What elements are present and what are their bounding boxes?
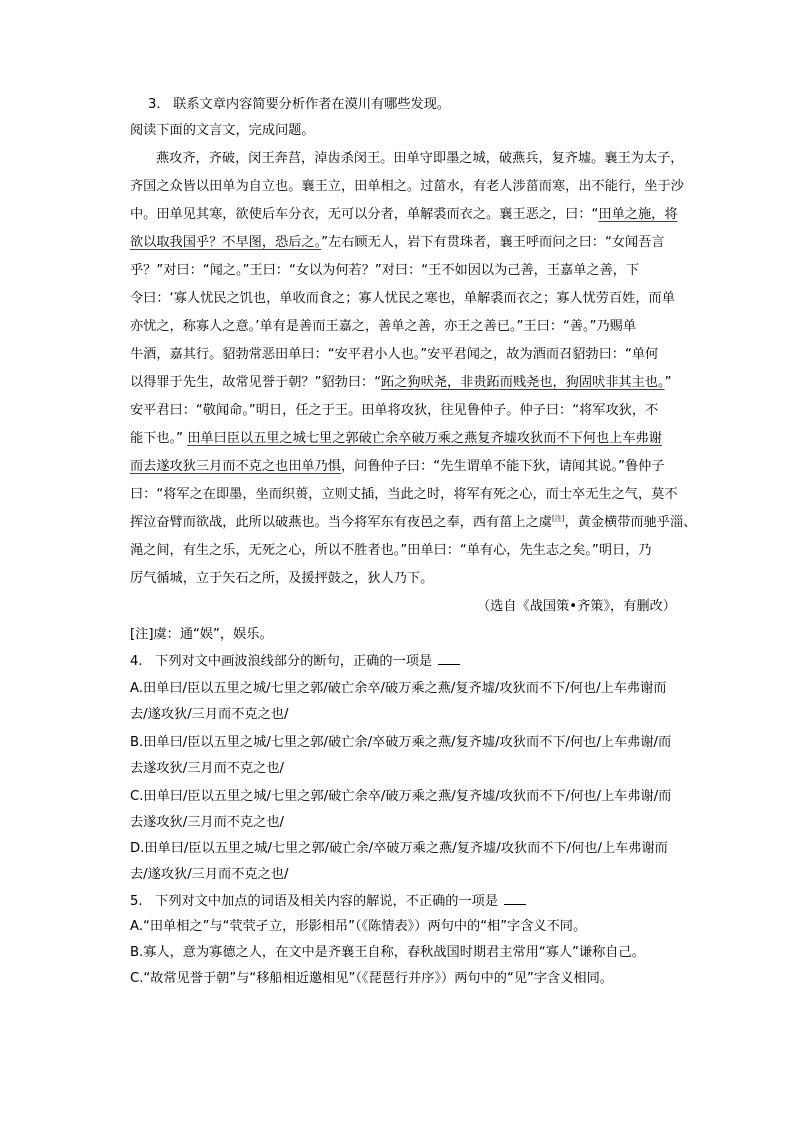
question-stem: 5. 下列对文中加点的词语及相关内容的解说，不正确的一项是	[130, 892, 526, 911]
source-citation: （选自《战国策•齐策》，有删改）	[477, 599, 676, 614]
note-marker: [注]	[552, 514, 565, 523]
passage-line: 令曰：‘寡人忧民之饥也，单收而食之；寡人忧民之寒也，单解裘而衣之；寡人忧劳百姓，而单	[130, 291, 675, 306]
option-b-cont: 去遂攻狄/三月而不克之也/	[130, 761, 284, 776]
footnote: [注]虞：通“娱”，娱乐。	[130, 627, 273, 642]
passage-line: 欲以取我国乎？不早图，恐后之。”左右顾无人，岩下有贯珠者，襄王呼而问之曰：“女闻吾言	[130, 235, 665, 250]
passage-line: 亦忧之，称寡人之意。’单有是善而王嘉之，善单之善，亦王之善已。”王曰：“善。”乃赐单	[130, 319, 637, 334]
passage-line: 乎？”对曰：“闻之。”王曰：“女以为何若？”对曰：“王不如因以为己善，王嘉单之善，下	[130, 263, 640, 278]
passage-line: 挥泣奋臂而欲战，此所以破燕也。当今将军东有夜邑之奉，西有菑上之虞[注]，黄金横带而驰乎淄、	[130, 514, 697, 530]
underlined-text: 欲以取我国乎？不早图，恐后之。	[130, 235, 322, 250]
option-c-cont: 去遂攻狄/三月而不克之也/	[130, 815, 284, 830]
underlined-text: 田单之施，将	[598, 207, 678, 222]
question-3	[148, 96, 450, 114]
question-text: 联系文章内容简要分析作者在漠川有哪些发现。	[173, 97, 451, 112]
option-b: B.田单曰/臣以五里之城/七里之郭/破亡余/卒破万乘之燕/复齐墟/攻狄而不下/何也/上车弗谢/而	[130, 735, 672, 750]
passage-line: 安平君曰：“敬闻命。”明日，任之于王。田单将攻狄，往见鲁仲子。仲子曰：“将军攻狄，不	[130, 403, 659, 418]
answer-blank[interactable]	[438, 652, 460, 665]
passage-line: 渑之间，有生之乐，无死之心，所以不胜者也。”田单曰：“单有心，先生志之矣。”明日，乃	[130, 543, 652, 558]
question-number: 4.	[130, 654, 143, 669]
passage-line: 曰：“将军之在即墨，坐而织蒉，立则丈插，当此之时，将军有死之心，而士卒无生之气，莫不	[130, 487, 678, 502]
question-number: 5.	[130, 894, 143, 909]
option-a: A.“田单相之”与“茕茕孑立，形影相吊”（《陈情表》）两句中的“相”字含义不同。	[130, 919, 587, 934]
passage-line: 能下也。” 田单曰臣以五里之城七里之郭破亡余卒破万乘之燕复齐墟攻狄而不下何也上车弗谢	[130, 431, 662, 446]
option-c: C.“故常见誉于朝”与“移船相近邀相见”（《琵琶行并序》）两句中的“见”字含义相同。	[130, 971, 613, 986]
option-b: B.寡人，意为寡德之人，在文中是齐襄王自称，春秋战国时期君主常用“寡人”谦称自己。	[130, 945, 645, 960]
wavy-underlined-text: 田单曰臣以五里之城七里之郭破亡余卒破万乘之燕复齐墟攻狄而不下何也上车弗谢	[187, 431, 662, 446]
passage-line: 以得罪于先生，故常见誉于朝？”貂勃曰：“跖之狗吠尧，非贵跖而贱尧也，狗固吠非其主也。”	[130, 375, 672, 390]
option-a-cont: 去/遂攻狄/三月而不克之也/	[130, 707, 289, 722]
question-number: 3.	[148, 97, 161, 112]
reading-instruction: 阅读下面的文言文，完成问题。	[130, 123, 315, 138]
option-c: C.田单曰/臣以五里之城/七里之郭/破亡余卒/破万乘之燕/复齐墟/攻狄而不下/何也/上车弗谢/而	[130, 789, 672, 804]
passage-line: 中。田单见其寒，欲使后车分衣，无可以分者，单解裘而衣之。襄王恶之，曰：“田单之施，将	[130, 207, 678, 222]
passage-line: 齐国之众皆以田单为自立也。襄王立，田单相之。过菑水，有老人涉菑而寒，出不能行，坐于沙	[130, 179, 684, 194]
passage-line: 牛酒，嘉其行。貂勃常恶田单曰：“安平君小人也。”安平君闻之，故为酒而召貂勃曰：“单何	[130, 347, 659, 362]
option-d: D.田单曰/臣以五里之城/七里之郭/破亡余/卒破万乘之燕/复齐墟/攻狄而不下/何也/上车弗谢而	[130, 841, 668, 856]
underlined-text: 跖之狗吠尧，非贵跖而贱尧也，狗固吠非其主也。	[381, 375, 665, 390]
passage-line: 厉气循城，立于矢石之所，及援抨鼓之，狄人乃下。	[130, 571, 434, 586]
question-stem: 4. 下列对文中画波浪线部分的断句，正确的一项是	[130, 652, 460, 671]
option-a: A.田单曰/臣以五里之城/七里之郭/破亡余卒/破万乘之燕/复齐墟/攻狄而不下/何也/上车弗谢而	[130, 681, 667, 696]
option-d-cont: 去/遂攻狄/三月而不克之也/	[130, 867, 289, 882]
answer-blank[interactable]	[504, 892, 526, 905]
wavy-underlined-text: 而去遂攻狄三月而不克之也田单乃惧	[130, 459, 341, 474]
passage-line: 燕攻齐，齐破，闵王奔莒，淖齿杀闵王。田单守即墨之城，破燕兵，复齐墟。襄王为太子，	[156, 151, 684, 166]
passage-line: 而去遂攻狄三月而不克之也田单乃惧，问鲁仲子曰：“先生谓单不能下狄，请闻其说。”鲁仲子	[130, 459, 665, 474]
